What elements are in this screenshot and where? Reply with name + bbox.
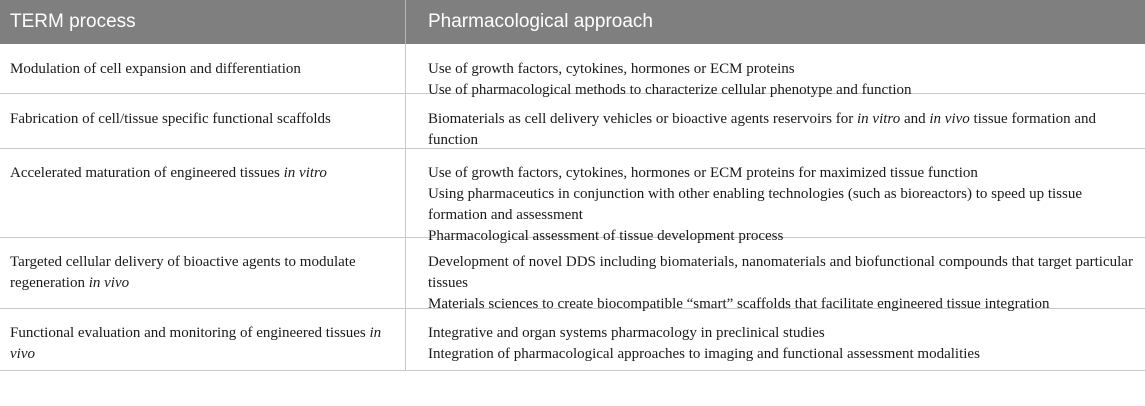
- text-segment: Integration of pharmacological approaches to imaging and functional assessment modalities: [428, 346, 980, 362]
- text-segment: Use of growth factors, cytokines, hormones or ECM proteins for maximized tissue function: [428, 165, 978, 181]
- approach-item: [428, 252, 1135, 294]
- italic-text: in vitro: [857, 111, 901, 127]
- approach-item: [428, 184, 1135, 226]
- text-segment: Integrative and organ systems pharmacology in preclinical studies: [428, 325, 825, 341]
- text-segment: Materials sciences to create biocompatible “smart” scaffolds that facilitate engineered tissue integration: [428, 296, 1050, 312]
- table-body: [0, 44, 1145, 371]
- text-segment: tissue formation and function: [428, 111, 1097, 148]
- table-row: [0, 238, 1145, 312]
- approach-item: [428, 344, 1135, 365]
- text-segment: Fabrication of cell/tissue specific functional scaffolds: [10, 111, 331, 127]
- text-segment: Pharmacological assessment of tissue development process: [428, 228, 784, 244]
- italic-text: in vivo: [88, 275, 130, 291]
- table-header: [0, 0, 1145, 44]
- pharmacological-approach-cell: [406, 44, 1145, 98]
- approach-item: [428, 109, 1135, 151]
- text-segment: and: [900, 111, 930, 127]
- text-segment: Use of pharmacological methods to characterize cellular phenotype and function: [428, 82, 912, 98]
- italic-text: in vivo: [929, 111, 970, 127]
- approach-item: [428, 59, 1135, 80]
- term-process-cell: [0, 149, 406, 237]
- italic-text: in vitro: [283, 165, 327, 181]
- approach-item: [428, 163, 1135, 184]
- table-row: [0, 44, 1145, 98]
- text-segment: Accelerated maturation of engineered tissues: [10, 165, 284, 181]
- text-segment: Biomaterials as cell delivery vehicles or bioactive agents reservoirs for: [428, 111, 858, 127]
- table-row: [0, 94, 1145, 149]
- pharmacological-approach-cell: [406, 149, 1145, 244]
- term-process-cell: [0, 94, 406, 148]
- table-row: [0, 149, 1145, 244]
- text-segment: Development of novel DDS including biomaterials, nanomaterials and biofunctional compounds that target particular tissues: [428, 254, 1133, 291]
- text-segment: Targeted cellular delivery of bioactive agents to modulate regeneration: [10, 254, 356, 291]
- text-segment: Using pharmaceutics in conjunction with other enabling technologies (such as bioreactors) to speed up tissue formation and assessment: [428, 186, 1083, 223]
- term-process-cell: [0, 238, 406, 308]
- italic-text: in vivo: [10, 325, 382, 362]
- term-process-cell: [0, 309, 406, 370]
- pharmacological-approach-cell: [406, 309, 1145, 370]
- pharmacological-approach-cell: [406, 94, 1145, 148]
- text-segment: Functional evaluation and monitoring of engineered tissues: [10, 325, 370, 341]
- approach-item: [428, 323, 1135, 344]
- text-segment: Modulation of cell expansion and differentiation: [10, 61, 301, 77]
- pharmacological-approach-cell: [406, 238, 1145, 312]
- header-pharmacological-approach: Pharmacological approach: [428, 11, 653, 32]
- text-segment: Use of growth factors, cytokines, hormones or ECM proteins: [428, 61, 795, 77]
- term-process-cell: [0, 44, 406, 93]
- table-row: [0, 309, 1145, 371]
- header-term-process: TERM process: [0, 0, 406, 44]
